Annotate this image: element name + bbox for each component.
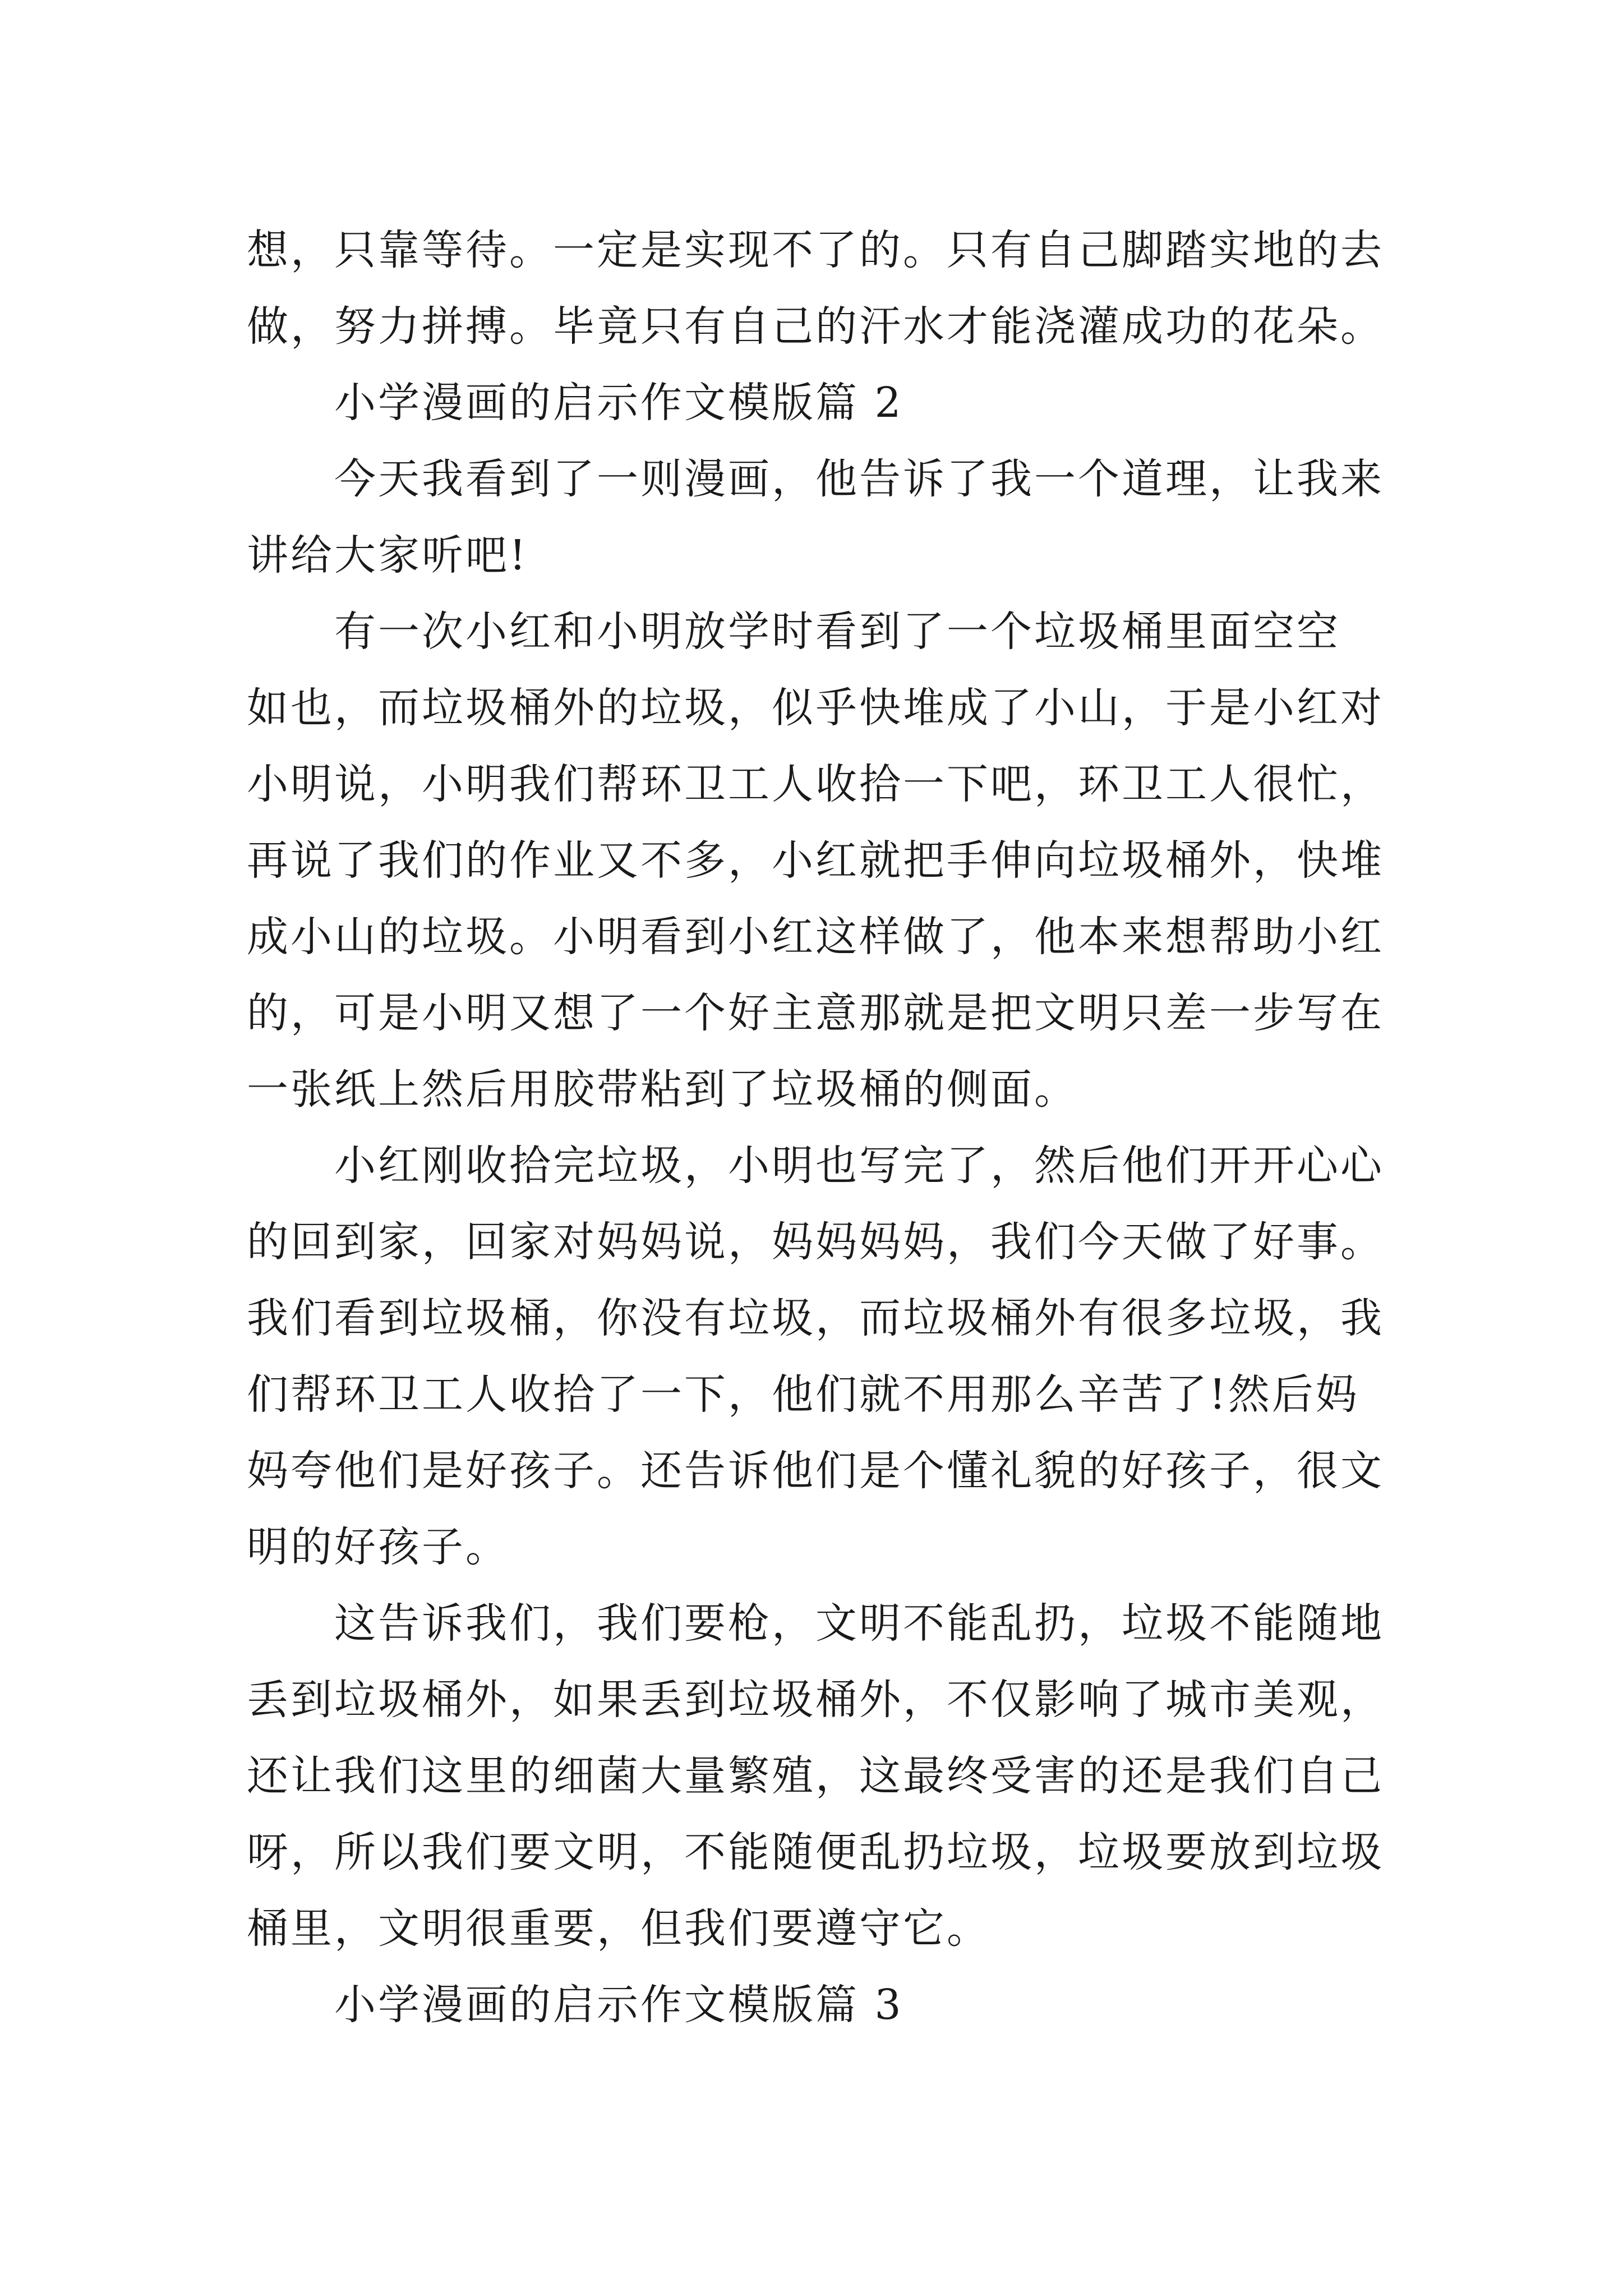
text-line: 讲给大家听吧! (247, 531, 528, 579)
text-line: 小红刚收拾完垃圾，小明也写完了，然后他们开开心心 (247, 1142, 1384, 1190)
text-line: 小明说，小明我们帮环卫工人收拾一下吧，环卫工人很忙， (247, 760, 1384, 808)
text-line: 有一次小红和小明放学时看到了一个垃圾桶里面空空 (247, 608, 1340, 656)
text-line: 做，努力拼搏。毕竟只有自己的汗水才能浇灌成功的花朵。 (247, 302, 1384, 351)
text-line: 妈夸他们是好孩子。还告诉他们是个懂礼貌的好孩子，很文 (247, 1447, 1384, 1495)
text-line: 我们看到垃圾桶，你没有垃圾，而垃圾桶外有很多垃圾，我 (247, 1294, 1384, 1342)
document-body (247, 212, 1396, 2043)
text-line: 丢到垃圾桶外，如果丢到垃圾桶外，不仅影响了城市美观， (247, 1676, 1384, 1724)
text-line: 还让我们这里的细菌大量繁殖，这最终受害的还是我们自己 (247, 1752, 1384, 1800)
text-line: 想，只靠等待。一定是实现不了的。只有自己脚踏实地的去 (247, 226, 1384, 274)
text-line: 们帮环卫工人收拾了一下，他们就不用那么辛苦了!然后妈 (247, 1370, 1359, 1419)
text-line: 的，可是小明又想了一个好主意那就是把文明只差一步写在 (247, 989, 1384, 1037)
text-line: 桶里，文明很重要，但我们要遵守它。 (247, 1904, 990, 1953)
section-heading: 小学漫画的启示作文模版篇 2 (247, 379, 903, 427)
text-line: 这告诉我们，我们要枪，文明不能乱扔，垃圾不能随地 (247, 1599, 1384, 1648)
text-line: 再说了我们的作业又不多，小红就把手伸向垃圾桶外，快堆 (247, 836, 1384, 885)
text-line: 今天我看到了一则漫画，他告诉了我一个道理，让我来 (247, 455, 1384, 503)
text-line: 成小山的垃圾。小明看到小红这样做了，他本来想帮助小红 (247, 913, 1384, 961)
text-line: 一张纸上然后用胶带粘到了垃圾桶的侧面。 (247, 1065, 1078, 1114)
text-line: 如也，而垃圾桶外的垃圾，似乎快堆成了小山，于是小红对 (247, 684, 1384, 732)
section-heading: 小学漫画的启示作文模版篇 3 (247, 1981, 903, 2029)
text-line: 明的好孩子。 (247, 1523, 509, 1571)
text-line: 呀，所以我们要文明，不能随便乱扔垃圾，垃圾要放到垃圾 (247, 1828, 1384, 1876)
text-line: 的回到家，回家对妈妈说，妈妈妈妈，我们今天做了好事。 (247, 1218, 1384, 1266)
